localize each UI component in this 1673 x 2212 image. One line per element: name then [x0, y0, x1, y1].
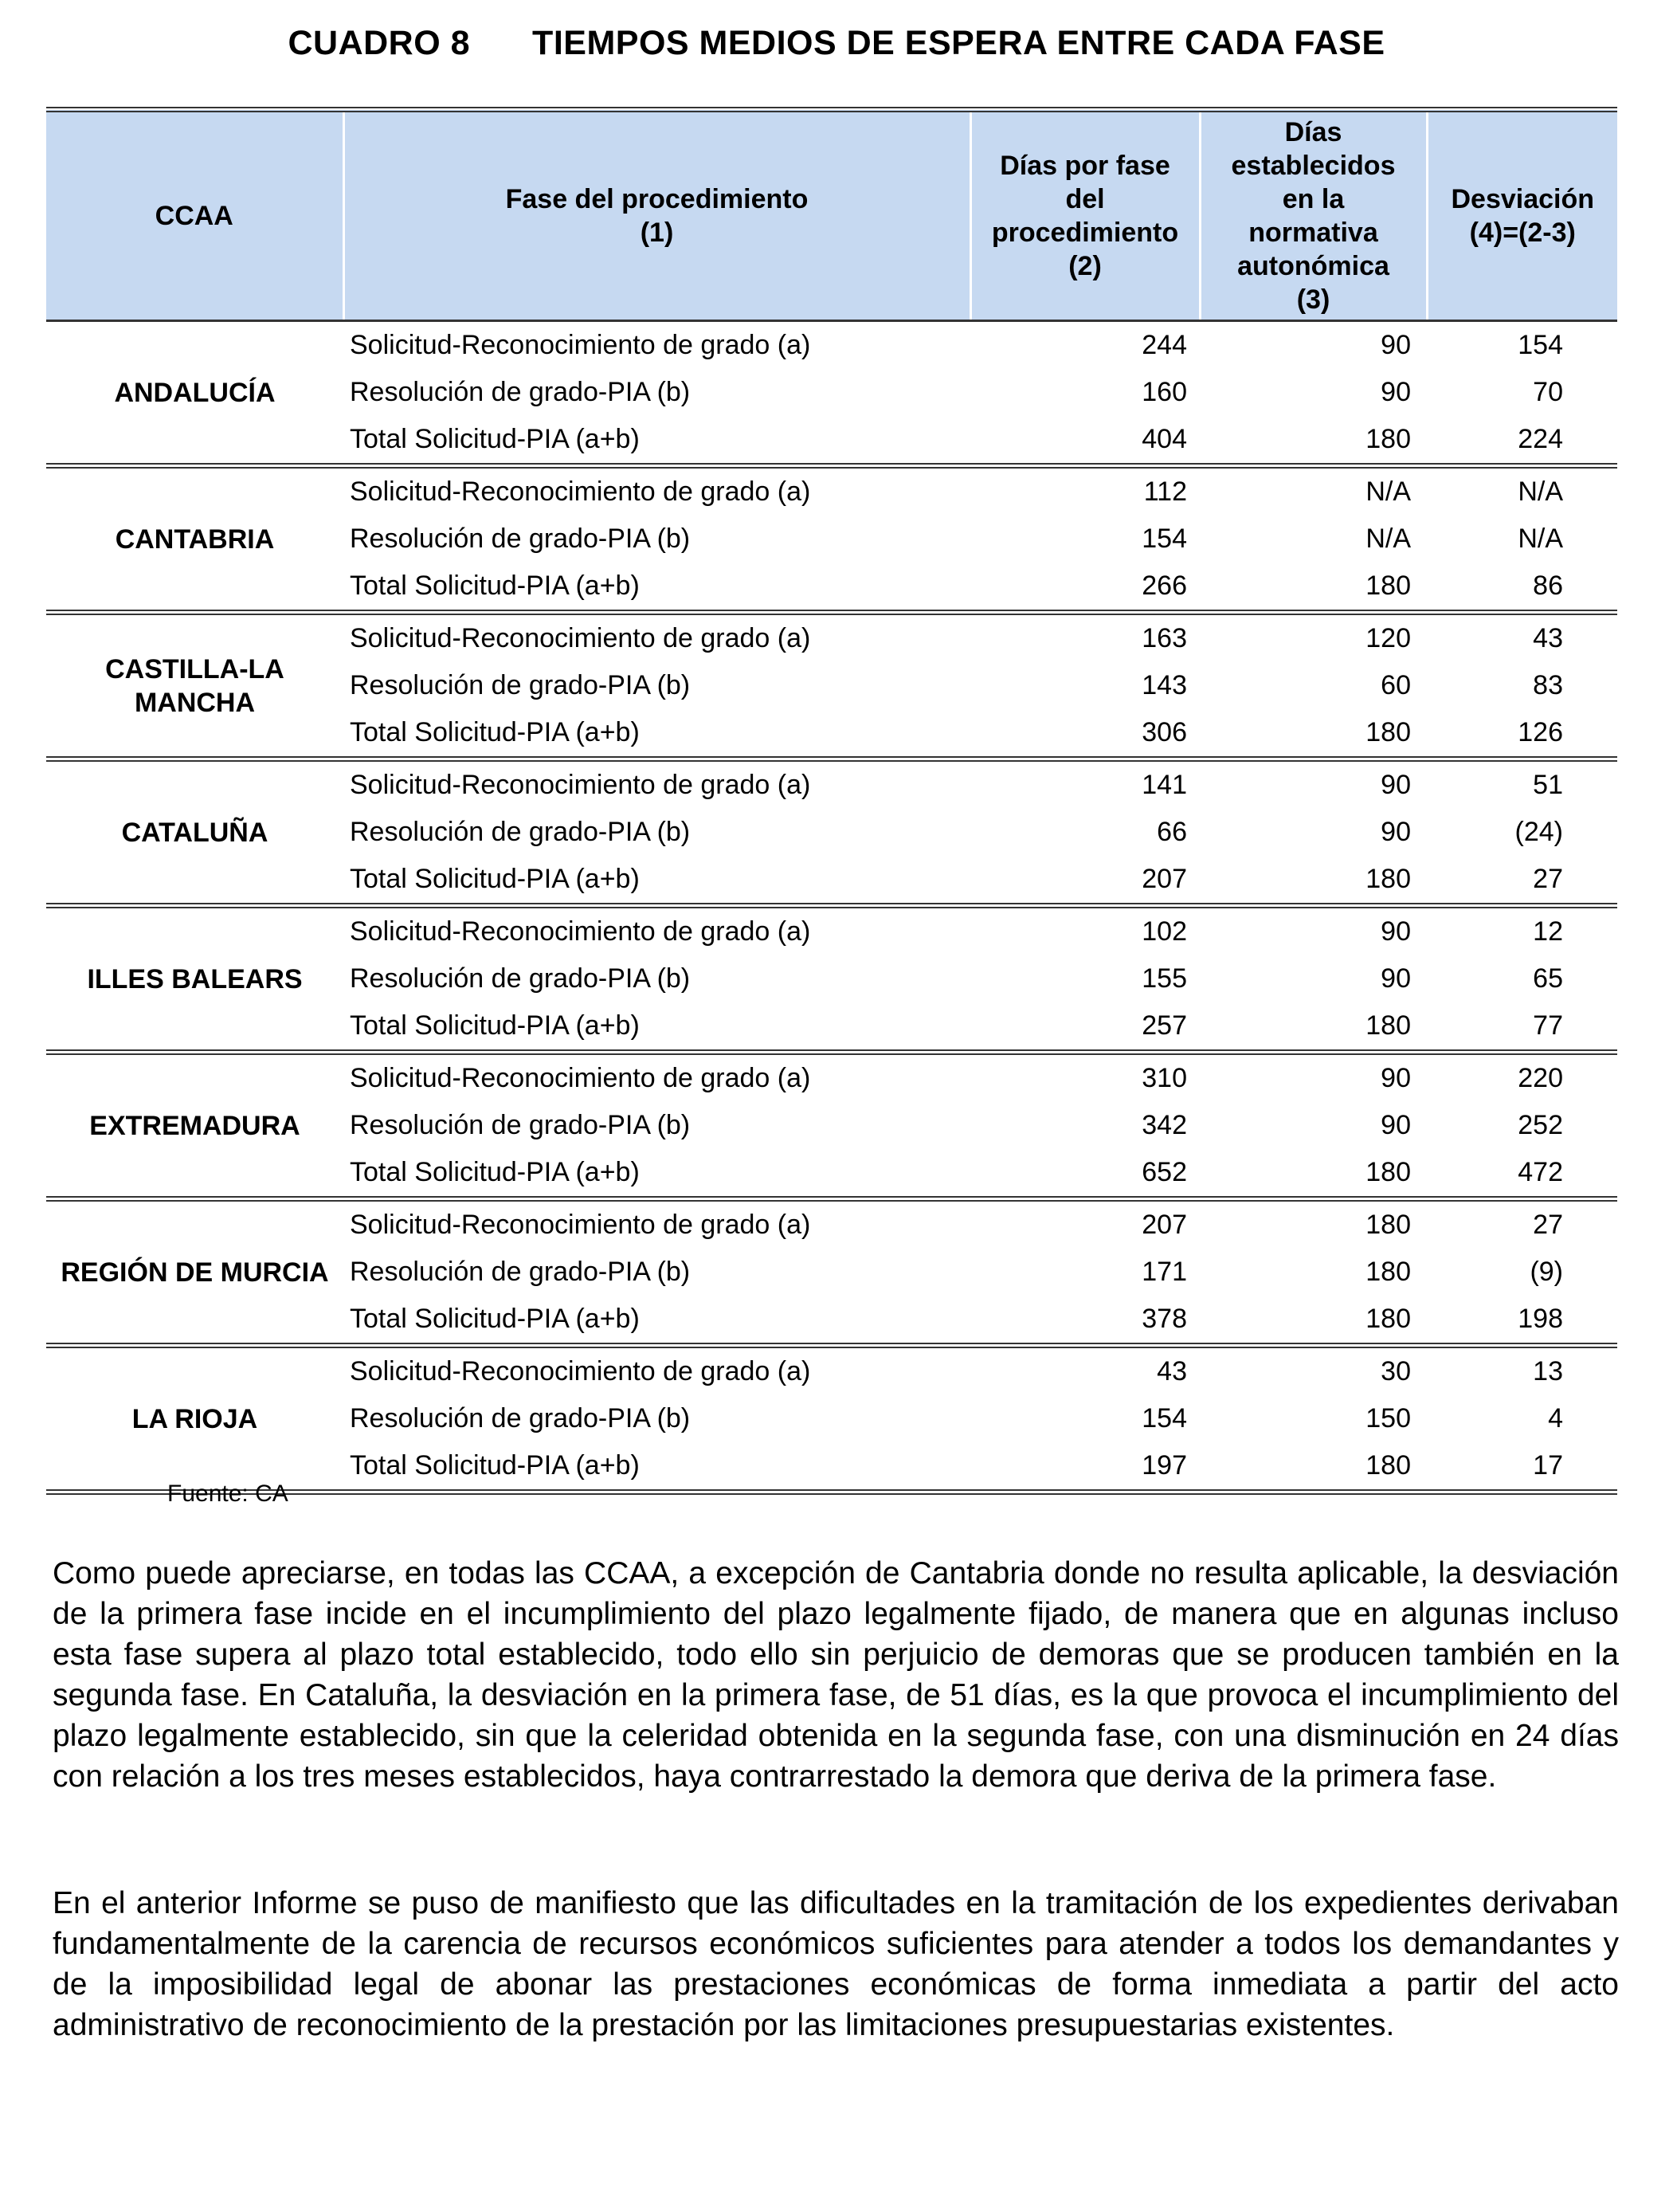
established-cell: 90: [1381, 817, 1411, 847]
days-cell: 102: [970, 906, 1200, 956]
phase-cell: Total Solicitud-PIA (a+b): [350, 571, 640, 601]
deviation-cell: 83: [1533, 670, 1563, 700]
phase-cell: Solicitud-Reconocimiento de grado (a): [343, 1346, 970, 1396]
table-row: [46, 613, 1617, 663]
phase-cell: Solicitud-Reconocimiento de grado (a): [343, 1053, 970, 1103]
days-cell: 154: [1142, 524, 1187, 554]
table-row: [46, 1346, 1617, 1396]
days-cell: 342: [1142, 1110, 1187, 1140]
region-name: [46, 1346, 343, 1492]
days-cell: 112: [970, 466, 1200, 516]
established-cell: 180: [1365, 1304, 1411, 1334]
phase-cell: Resolución de grado-PIA (b): [350, 817, 691, 847]
table-row: [46, 906, 1617, 956]
region-name-line: CATALUÑA: [121, 817, 268, 848]
deviation-cell: (24): [1514, 817, 1563, 847]
deviation-cell: 13: [1427, 1346, 1617, 1396]
deviation-cell: 51: [1427, 759, 1617, 810]
header-deviation: Desviación (4)=(2-3): [1427, 110, 1617, 321]
established-cell: N/A: [1200, 466, 1427, 516]
region-group: [46, 759, 1617, 906]
region-name: [46, 906, 343, 1053]
deviation-cell: N/A: [1518, 524, 1563, 554]
table-row: [46, 466, 1617, 516]
established-cell: 180: [1365, 717, 1411, 747]
paragraph-2: En el anterior Informe se puso de manifiesto que las dificultades en la tramitación de los expedientes derivaban fundamentalmente de la carencia de recursos económicos suficientes para atender a todos los demandantes y de la imposibilidad legal de abonar las prestaciones económicas de forma inmediata a partir del acto administrativo de reconocimiento de la prestación por las limitaciones presupuestarias existentes.: [53, 1886, 1619, 2042]
phase-cell: Solicitud-Reconocimiento de grado (a): [343, 1199, 970, 1249]
established-cell: 90: [1381, 377, 1411, 407]
deviation-cell: 198: [1518, 1304, 1563, 1334]
table-row: [46, 1053, 1617, 1103]
phase-cell: Total Solicitud-PIA (a+b): [350, 1010, 640, 1041]
header-established: Días establecidos en la normativa autonómica (3): [1200, 110, 1427, 321]
days-cell: 306: [1142, 717, 1187, 747]
deviation-cell: 126: [1518, 717, 1563, 747]
established-cell: 90: [1200, 906, 1427, 956]
established-cell: 60: [1381, 670, 1411, 700]
days-cell: 310: [970, 1053, 1200, 1103]
days-cell: 207: [970, 1199, 1200, 1249]
established-cell: 90: [1381, 963, 1411, 994]
days-cell: 197: [1142, 1450, 1187, 1481]
table-row: [46, 321, 1617, 370]
phase-cell: Total Solicitud-PIA (a+b): [350, 1450, 640, 1481]
deviation-cell: 220: [1427, 1053, 1617, 1103]
header-phase: Fase del procedimiento (1): [343, 110, 970, 321]
deviation-cell: (9): [1530, 1257, 1563, 1287]
region-name-line: ILLES BALEARS: [87, 963, 303, 994]
header-ccaa: CCAA: [46, 110, 343, 321]
phase-cell: Solicitud-Reconocimiento de grado (a): [343, 613, 970, 663]
phase-cell: Total Solicitud-PIA (a+b): [350, 424, 640, 454]
phase-cell: Total Solicitud-PIA (a+b): [350, 864, 640, 894]
region-group: [46, 1346, 1617, 1492]
region-group: [46, 466, 1617, 613]
deviation-cell: 65: [1533, 963, 1563, 994]
region-name-line: EXTREMADURA: [89, 1110, 300, 1141]
region-name: [46, 613, 343, 759]
region-name: [46, 321, 343, 466]
waiting-times-table: [46, 107, 1617, 1495]
table-row: [46, 759, 1617, 810]
established-cell: 180: [1365, 424, 1411, 454]
table-number: CUADRO 8: [288, 24, 471, 62]
established-cell: 30: [1200, 1346, 1427, 1396]
phase-cell: Total Solicitud-PIA (a+b): [350, 1157, 640, 1187]
deviation-cell: N/A: [1427, 466, 1617, 516]
days-cell: 155: [1142, 963, 1187, 994]
days-cell: 154: [1142, 1403, 1187, 1433]
deviation-cell: 43: [1427, 613, 1617, 663]
established-cell: 180: [1365, 1157, 1411, 1187]
region-name: [46, 1053, 343, 1199]
region-name-line: REGIÓN DE MURCIA: [61, 1257, 329, 1288]
deviation-cell: 70: [1533, 377, 1563, 407]
phase-cell: Total Solicitud-PIA (a+b): [350, 1304, 640, 1334]
phase-cell: Solicitud-Reconocimiento de grado (a): [343, 906, 970, 956]
region-name-line: LA RIOJA: [131, 1403, 258, 1434]
days-cell: 141: [970, 759, 1200, 810]
days-cell: 43: [970, 1346, 1200, 1396]
established-cell: N/A: [1365, 524, 1411, 554]
days-cell: 66: [1157, 817, 1187, 847]
region-group: [46, 321, 1617, 466]
phase-cell: Resolución de grado-PIA (b): [350, 1257, 691, 1287]
region-group: [46, 1199, 1617, 1346]
deviation-cell: 252: [1518, 1110, 1563, 1140]
region-name-line: CASTILLA-LA: [105, 653, 284, 684]
days-cell: 652: [1142, 1157, 1187, 1187]
established-cell: 90: [1200, 1053, 1427, 1103]
phase-cell: Resolución de grado-PIA (b): [350, 1110, 691, 1140]
region-name: [46, 1199, 343, 1346]
phase-cell: Solicitud-Reconocimiento de grado (a): [343, 466, 970, 516]
established-cell: 180: [1365, 1010, 1411, 1041]
deviation-cell: 77: [1533, 1010, 1563, 1041]
phase-cell: Resolución de grado-PIA (b): [350, 963, 691, 994]
region-group: [46, 1053, 1617, 1199]
days-cell: 378: [1142, 1304, 1187, 1334]
deviation-cell: 12: [1427, 906, 1617, 956]
deviation-cell: 224: [1518, 424, 1563, 454]
days-cell: 143: [1142, 670, 1187, 700]
phase-cell: Solicitud-Reconocimiento de grado (a): [350, 330, 811, 360]
deviation-cell: 27: [1533, 864, 1563, 894]
phase-cell: Solicitud-Reconocimiento de grado (a): [343, 759, 970, 810]
table-title: [0, 24, 1673, 63]
deviation-cell: 4: [1548, 1403, 1563, 1433]
deviation-cell: 154: [1518, 330, 1563, 360]
days-cell: 207: [1142, 864, 1187, 894]
deviation-cell: 86: [1533, 571, 1563, 601]
region-name: [46, 759, 343, 906]
established-cell: 90: [1381, 330, 1411, 360]
table-header-row: [46, 110, 1617, 321]
days-cell: 160: [1142, 377, 1187, 407]
region-group: [46, 613, 1617, 759]
days-cell: 163: [970, 613, 1200, 663]
days-cell: 257: [1142, 1010, 1187, 1041]
region-name-line: MANCHA: [134, 687, 256, 718]
region-name-line: CANTABRIA: [115, 524, 275, 555]
established-cell: 150: [1365, 1403, 1411, 1433]
established-cell: 180: [1365, 571, 1411, 601]
paragraph-1: Como puede apreciarse, en todas las CCAA, a excepción de Cantabria donde no resulta aplicable, la desviación de la primera fase incide en el incumplimiento del plazo legalmente fijado, de manera que en algunas incluso esta fase supera al plazo total establecido, todo ello sin perjuicio de demoras que se producen también en la segunda fase. En Cataluña, la desviación en la primera fase, de 51 días, es la que provoca el incumplimiento del plazo legalmente establecido, sin que la celeridad obtenida en la segunda fase, con una disminución en 24 días con relación a los tres meses establecidos, haya contrarrestado la demora que deriva de la primera fase.: [53, 1556, 1619, 1794]
established-cell: 90: [1200, 759, 1427, 810]
source-note: Fuente: CA: [167, 1481, 288, 1507]
established-cell: 180: [1365, 1257, 1411, 1287]
region-name-line: ANDALUCÍA: [114, 377, 276, 408]
deviation-cell: 17: [1533, 1450, 1563, 1481]
phase-cell: Resolución de grado-PIA (b): [350, 377, 691, 407]
days-cell: 171: [1142, 1257, 1187, 1287]
deviation-cell: 472: [1518, 1157, 1563, 1187]
phase-cell: Resolución de grado-PIA (b): [350, 670, 691, 700]
phase-cell: Resolución de grado-PIA (b): [350, 524, 691, 554]
days-cell: 404: [1142, 424, 1187, 454]
header-days: Días por fase del procedimiento (2): [970, 110, 1200, 321]
days-cell: 266: [1142, 571, 1187, 601]
deviation-cell: 27: [1427, 1199, 1617, 1249]
phase-cell: Total Solicitud-PIA (a+b): [350, 717, 640, 747]
region-group: [46, 906, 1617, 1053]
established-cell: 180: [1365, 864, 1411, 894]
region-name: [46, 466, 343, 613]
established-cell: 120: [1200, 613, 1427, 663]
table-row: [46, 1199, 1617, 1249]
established-cell: 180: [1365, 1450, 1411, 1481]
established-cell: 180: [1200, 1199, 1427, 1249]
table-title-text: TIEMPOS MEDIOS DE ESPERA ENTRE CADA FASE: [532, 24, 1385, 62]
phase-cell: Resolución de grado-PIA (b): [350, 1403, 691, 1433]
established-cell: 90: [1381, 1110, 1411, 1140]
days-cell: 244: [1142, 330, 1187, 360]
